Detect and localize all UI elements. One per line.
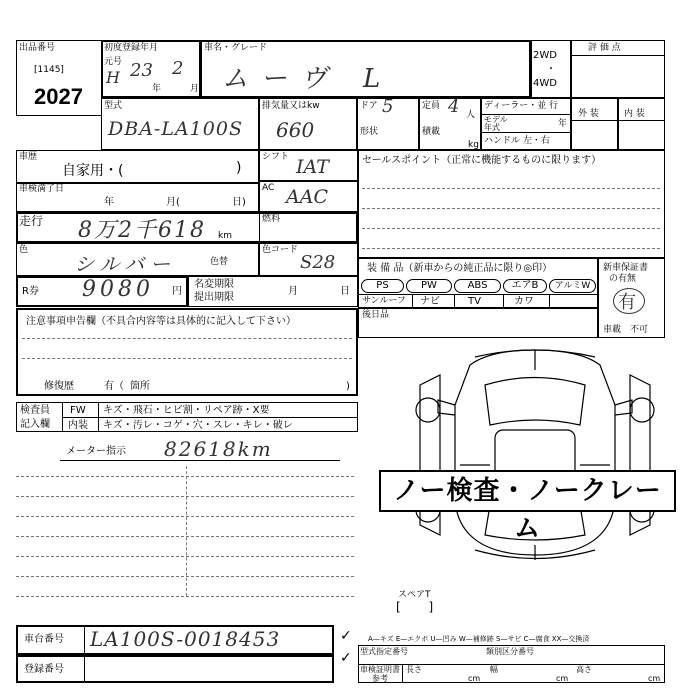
color-code-label: 色コード <box>262 245 299 255</box>
warranty-unknown: 不可 <box>630 325 649 335</box>
model-value: DBA-LA100S <box>108 118 243 140</box>
model-year-unit: 年 <box>558 119 568 129</box>
recycle-value: 9080 <box>82 277 154 302</box>
lot-sub: [1145] <box>34 65 64 75</box>
length-label: 長さ <box>406 665 422 674</box>
recycle-label: R券 <box>22 286 39 297</box>
warranty-value-text: 有 <box>618 292 636 313</box>
vin-value: LA100S-0018453 <box>90 627 281 651</box>
repair-value: 有（ <box>104 381 124 392</box>
inspection-label: 車検満了日 <box>19 184 65 194</box>
inspector-row1-items: キズ・飛石・ヒビ割・リペア跡・X要 <box>103 405 270 416</box>
capacity-unit: 人 <box>466 110 476 120</box>
deadline-month: 月 <box>288 286 298 297</box>
shift-value: IAT <box>296 156 329 178</box>
recycle-unit: 円 <box>172 286 182 297</box>
notes-label: 注意事項申告欄（不具合内容等は具体的に記入して下さい） <box>26 316 296 327</box>
repair-label: 修復歴 <box>44 381 74 392</box>
exterior-label: 外 装 <box>578 109 599 119</box>
month-value: 2 <box>172 58 184 79</box>
mileage-unit: km <box>218 231 232 241</box>
color-value: シルバー <box>74 252 177 276</box>
repair-close: ) <box>346 381 350 392</box>
inspector-label1: 検査員 <box>20 405 50 416</box>
year-unit: 年 <box>152 84 162 94</box>
month-unit: 月 <box>190 84 200 94</box>
equip-navi: ナビ <box>420 296 440 307</box>
repair-suffix: 箇所 <box>130 381 150 392</box>
car-name-label: 車名・グレード <box>204 43 268 53</box>
color-code-value: S28 <box>300 252 336 273</box>
load-label: 積載 <box>422 127 441 137</box>
equip-pw: PW <box>406 279 452 293</box>
drive-4wd: 4WD <box>533 78 557 89</box>
equipment-label: 装 備 品（新車からの純正品に限り◎印） <box>367 263 553 274</box>
sales-point-box <box>358 150 665 258</box>
repaint-label: 色替 <box>210 257 229 267</box>
inspection-day: 日) <box>232 197 246 208</box>
usage-value: 自家用・( <box>62 163 124 179</box>
reg-label: 登録番号 <box>24 664 64 675</box>
displacement-value: 660 <box>276 118 315 142</box>
score-label: 評 価 点 <box>588 43 621 53</box>
ac-label: AC <box>262 183 275 193</box>
era-label: 元号 <box>104 57 123 67</box>
ac-value: AAC <box>286 186 328 208</box>
height-cm: cm <box>648 674 661 683</box>
meter-value: 82618km <box>164 437 273 461</box>
aftermarket-label: 後日品 <box>362 310 390 320</box>
width-label: 幅 <box>490 665 498 674</box>
equip-abs: ABS <box>454 279 501 293</box>
meter-label: メーター指示 <box>66 446 126 457</box>
color-label: 色 <box>19 245 29 255</box>
class-label: 類別区分番号 <box>486 647 534 656</box>
type-label: 型式指定番号 <box>360 647 408 656</box>
deadline-day: 日 <box>340 286 350 297</box>
drive-2wd: 2WD <box>533 50 557 61</box>
first-reg-label: 初度登録年月 <box>104 43 159 53</box>
ref-label: 参考 <box>372 674 388 683</box>
capacity-label: 定員 <box>422 101 441 111</box>
inspector-row2-items: キズ・汚レ・コゲ・穴・スレ・キレ・破レ <box>103 420 293 431</box>
usage-close: ) <box>236 160 242 176</box>
equip-tv: TV <box>468 296 481 307</box>
model-year-label: モデル 年式 <box>484 115 508 132</box>
inspection-year: 年 <box>104 197 114 208</box>
capacity-value: 4 <box>448 96 460 117</box>
dealer-label: ディーラー・並 行 <box>484 101 559 111</box>
shift-label: シフト <box>262 152 290 162</box>
lot-number: 2027 <box>34 84 83 109</box>
mileage-label: 走行 <box>19 214 44 228</box>
check-mark-2: ✓ <box>340 650 352 666</box>
interior-label: 内 装 <box>624 109 645 119</box>
warranty-label2: の有無 <box>609 274 637 284</box>
width-cm: cm <box>556 674 569 683</box>
check-mark-1: ✓ <box>340 628 352 644</box>
model-label: 型式 <box>104 101 123 111</box>
equip-alloy: アルミW <box>549 279 596 293</box>
deadline-label2: 提出期限 <box>194 292 234 303</box>
deadline-label1: 名変期限 <box>194 279 234 290</box>
inspector-label2: 記入欄 <box>20 419 50 430</box>
spare-bracket: [ ] <box>396 600 446 614</box>
equip-ps: PS <box>361 279 404 293</box>
equip-leather: カワ <box>514 296 534 307</box>
aftermarket-box <box>358 308 598 338</box>
length-cm: cm <box>468 674 481 683</box>
sales-point-label: セールスポイント（正常に機能するものに限ります） <box>362 155 602 166</box>
inspector-row1-head: FW <box>70 405 86 416</box>
displacement-label: 排気量又はkw <box>262 101 320 111</box>
equip-airbag: エアB <box>503 279 547 293</box>
inspector-row2-head: 内装 <box>68 420 88 431</box>
legend: A—キズ E—エクボ U—凹み W—補修跡 S—サビ C—腐食 XX—交換済 <box>368 635 590 643</box>
usage-label: 車歴 <box>19 152 38 162</box>
no-inspection-stamp: ノー検査・ノークレーム <box>379 470 676 512</box>
spare-label: スペアT <box>398 590 431 600</box>
drive-dot: ・ <box>546 64 556 75</box>
doors-value: 5 <box>382 96 394 117</box>
vin-label: 車台番号 <box>24 634 64 645</box>
height-label: 高さ <box>576 665 592 674</box>
load-unit: kg <box>468 140 479 150</box>
fuel-label: 燃料 <box>262 214 281 224</box>
interior-box <box>618 98 665 150</box>
year-value: 23 <box>130 60 153 81</box>
era-value: H <box>106 68 120 87</box>
handle-label: ハンドル 左・右 <box>484 136 550 146</box>
shape-label: 形状 <box>360 127 379 137</box>
usage-box <box>16 150 259 183</box>
mileage-value: 8万2千618 <box>78 218 206 243</box>
cert-label: 車検証明書 <box>360 665 400 674</box>
inspection-month: 月( <box>166 197 180 208</box>
equip-sunroof: サンルーフ <box>362 296 406 306</box>
exterior-box <box>571 98 618 150</box>
warranty-label1: 新車保証書 <box>603 263 649 273</box>
car-name-value: ムーヴ L <box>222 64 395 94</box>
lot-label: 出品番号 <box>19 43 56 53</box>
doors-label: ドア <box>360 101 378 111</box>
warranty-prefix: 車載 <box>603 325 622 335</box>
